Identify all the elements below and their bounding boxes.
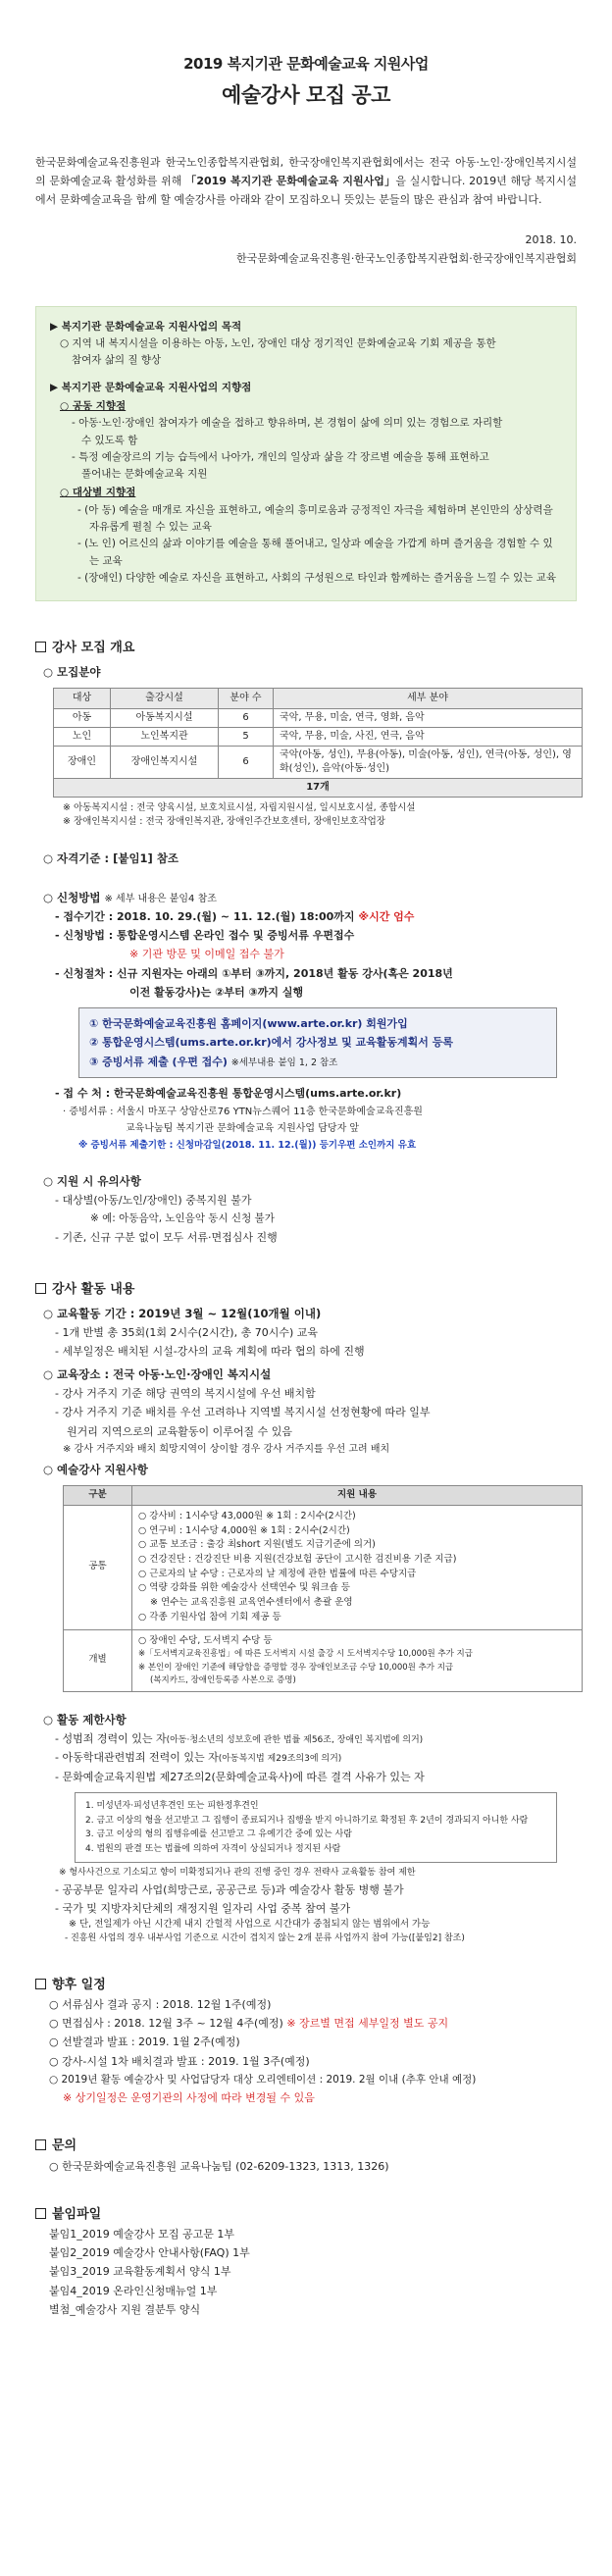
- checkbox-square-icon: [35, 642, 46, 652]
- caution-heading: ○ 지원 시 유의사항: [43, 1174, 141, 1189]
- qualification-line: ○ 자격기준 : [붙임1] 참조: [43, 851, 179, 866]
- aim-line: - (장애인) 다양한 예술로 자신을 표현하고, 사회의 구성원으로 타인과 함께하는 즐거움을 느낄 수 있는 교육: [77, 572, 557, 585]
- attachment-item: 붙임1_2019 예술강사 모집 공고문 1부: [49, 2227, 234, 2241]
- section-heading: 강사 모집 개요: [35, 639, 577, 658]
- doc-supertitle: 2019 복지기관 문화예술교육 지원사업: [183, 55, 429, 73]
- table-row: 노인 노인복지관 5 국악, 무용, 미술, 사진, 연극, 음악: [54, 727, 583, 746]
- attachment-item: 붙임4_2019 온라인신청매뉴얼 1부: [49, 2284, 218, 2297]
- purpose-line: ○ 지역 내 복지시설을 이용하는 아동, 노인, 장애인 대상 정기적인 문화예술교육 기회 제공을 통한: [60, 336, 496, 349]
- aim-heading: ▶ 복지기관 문화예술교육 지원사업의 지향점: [50, 381, 252, 393]
- support-table: [63, 1485, 583, 1692]
- period-line: - 세부일정은 배치된 시설-강사의 교육 계획에 따라 협의 하에 진행: [55, 1345, 365, 1359]
- place-note: ※ 강사 거주지와 배치 희망지역이 상이할 경우 강사 거주지를 우선 고려 배치: [63, 1443, 390, 1455]
- section-heading: 강사 활동 내용: [35, 1280, 577, 1300]
- table-header: 세부 분야: [274, 689, 583, 709]
- schedule-item: ○ 면접심사 : 2018. 12월 3주 ~ 12월 4주(예정) ※ 장르별 면접 세부일정 별도 공지: [49, 2017, 449, 2031]
- purpose-box: [35, 306, 577, 602]
- table-header: 출강시설: [111, 689, 219, 709]
- caution-line: - 기존, 신규 구분 없이 모두 서류·면접심사 진행: [55, 1230, 278, 1244]
- table-header: 대상: [54, 689, 111, 709]
- intro-paragraph: [35, 153, 577, 210]
- checkbox-square-icon: [35, 2208, 46, 2219]
- table-row: 장애인 장애인복지시설 6 국악(아동, 성인), 무용(아동), 미술(아동, 성인), 연극(아동, 성인), 영화(성인), 음악(아동·성인): [54, 746, 583, 778]
- aim-line: - (노 인) 어르신의 삶과 이야기를 예술을 통해 풀어내고, 일상과 예술을 가깝게 하며 즐거움을 경험할 수 있는 교육: [77, 538, 553, 567]
- recv-line: - 접 수 처 : 한국문화예술교육진흥원 통합운영시스템(ums.arte.or.kr): [55, 1087, 402, 1101]
- support-heading: ○ 예술강사 지원사항: [43, 1463, 148, 1477]
- restrict-line: - 공공부문 일자리 사업(희망근로, 공공근로 등)과 예술강사 활동 병행 불가: [55, 1882, 404, 1896]
- intro-program-name: 「2019 복지기관 문화예술교육 지원사업」: [185, 175, 396, 188]
- attachment-item: 붙임2_2019 예술강사 안내사항(FAQ) 1부: [49, 2246, 250, 2260]
- aim-line: - (아 동) 예술을 매개로 자신을 표현하고, 예술의 흥미로움과 긍정적인 자극을 체험하며 본인만의 상상력을 자유롭게 펼칠 수 있는 교육: [77, 503, 553, 534]
- aim-line: - 특정 예술장르의 기능 습득에서 나아가, 개인의 일상과 삶을 각 장르별 예술을 통해 표현하고: [72, 450, 489, 463]
- table-header: 지원 내용: [132, 1486, 583, 1506]
- apply-method: - 신청방법 : 통합운영시스템 온라인 접수 및 증빙서류 우편접수: [55, 929, 355, 943]
- table-note: ※ 아동복지시설 : 전국 양육시설, 보호치료시설, 자립지원시설, 일시보호시설, 종합시설: [63, 801, 416, 813]
- attachment-item: 붙임3_2019 교육활동계획서 양식 1부: [49, 2265, 231, 2279]
- place-line: 원거리 지역으로의 교육활동이 이루어질 수 있음: [67, 1424, 293, 1438]
- restrict-note: ※ 단, 전일제가 아닌 시간제 내지 간헐적 사업으로 시간대가 중첩되지 않는 범위에서 가능: [69, 1919, 431, 1930]
- recruit-field-table: [53, 688, 583, 798]
- section-heading: 향후 일정: [35, 1976, 577, 1995]
- schedule-item: ○ 강사-시설 1차 배치결과 발표 : 2019. 1월 3주(예정): [49, 2054, 310, 2068]
- purpose-heading: ▶ 복지기관 문화예술교육 지원사업의 목적: [50, 320, 242, 333]
- period-heading: ○ 교육활동 기간 : 2019년 3월 ~ 12월(10개월 이내): [43, 1306, 322, 1320]
- aim-target-heading: ○ 대상별 지향점: [60, 487, 136, 499]
- caution-note: ※ 예: 아동음악, 노인음악 동시 신청 불가: [90, 1212, 275, 1225]
- apply-method-note: ※ 기관 방문 및 이메일 접수 불가: [129, 948, 284, 961]
- schedule-item: ○ 서류심사 결과 공지 : 2018. 12월 1주(예정): [49, 1997, 272, 2011]
- announcing-orgs: 한국문화예술교육진흥원·한국노인종합복지관협회·한국장애인복지관협회: [235, 251, 577, 265]
- aim-line: 풀어내는 문화예술교육 지원: [81, 468, 208, 481]
- aim-line: - 아동·노인·장애인 참여자가 예술을 접하고 향유하며, 본 경험이 삶에 의미 있는 경험으로 자리할: [72, 417, 503, 430]
- contact-line: ○ 한국문화예술교육진흥원 교육나눔팀 (02-6209-1323, 1313, 1326): [49, 2159, 389, 2173]
- doc-title: 예술강사 모집 공고: [222, 83, 390, 108]
- procedure-steps-box: [78, 1007, 557, 1078]
- restrict-line: - 문화예술교육지원법 제27조의2(문화예술교육사)에 따른 결격 사유가 있는 자: [55, 1771, 425, 1784]
- table-row: 공통 ○ 강사비 : 1시수당 43,000원 ※ 1회 : 2시수(2시간) ○ 연구비 : 1시수당 4,000원 ※ 1회 : 2시수(2시간) ○ 교통 보조금 : 출강 최short 지원(별도 지급기준에 의거) ○ 건강진단 : 건강진단 비용 지원(건강보험 공단이 고시한 검진비용 기준 지급) ○ 근로자의 날 수당 : 근로자의 날 제정에 관한 법률에 따른 수당지급 ○ 역량 강화를 위한 예술강사 선택연수 및 워크숍 등 ※ 연수는 교육진흥원 교육연수센터에서 총괄 운영 ○ 각종 기원사업 참여 기회 제공 등: [64, 1505, 583, 1629]
- checkbox-square-icon: [35, 1283, 46, 1294]
- table-total-row: 17개: [54, 778, 583, 797]
- restrict-heading: ○ 활동 제한사항: [43, 1712, 127, 1726]
- schedule-note: ※ 상기일정은 운영기관의 사정에 따라 변경될 수 있음: [63, 2091, 315, 2105]
- apply-procedure: - 신청절차 : 신규 지원자는 아래의 ①부터 ③까지, 2018년 활동 강사(혹은 2018년: [55, 966, 453, 980]
- section-heading: 문의: [35, 2137, 577, 2156]
- restrict-line: - 성범죄 경력이 있는 자(아동·청소년의 성보호에 관한 법률 제56조, 장애인 복지법에 의거): [55, 1731, 424, 1745]
- procedure-step: ① 한국문화예술교육진흥원 홈페이지(www.arte.or.kr) 회원가입: [89, 1017, 408, 1031]
- intro-text-c: 을 실시합니다. 2019년 해당 복지시설에서 문화예술교육을 함께 할 예술강사를 아래와 같이 모집하오니 뜻있는 분들의 많은 관심과 참여 바랍니다.: [35, 175, 578, 207]
- restrict-line: - 국가 및 지방자치단체의 재정지원 일자리 사업 중복 참여 불가: [55, 1901, 351, 1915]
- procedure-step: ② 통합운영시스템(ums.arte.or.kr)에서 강사정보 및 교육활동계획서 등록: [89, 1036, 454, 1050]
- disqualification-box: 1. 미성년자·피성년후견인 또는 피한정후견인 2. 금고 이상의 형을 선고받고 그 집행이 종료되거나 집행을 받지 아니하기로 확정된 후 2년이 경과되지 아니한 사람 3. 금고 이상의 형의 집행유예를 선고받고 그 유예기간 중에 있는 사람 4. 법원의 판결 또는 법률에 의하여 자격이 상실되거나 정지된 사람: [75, 1792, 557, 1863]
- table-note: ※ 장애인복지시설 : 전국 장애인복지관, 장애인주간보호센터, 장애인보호작업장: [63, 816, 385, 828]
- mail-address: 교육나눔팀 복지기관 문화예술교육 지원사업 담당자 앞: [126, 1123, 360, 1135]
- restrict-note: ※ 형사사건으로 기소되고 향이 미확정되거나 관의 진행 중인 경우 전략사 교육활동 참여 제한: [59, 1868, 416, 1878]
- place-heading: ○ 교육장소 : 전국 아동·노인·장애인 복지시설: [43, 1367, 272, 1382]
- schedule-item: ○ 선발결과 발표 : 2019. 1월 2주(예정): [49, 2035, 240, 2049]
- table-header: 분야 수: [219, 689, 274, 709]
- apply-procedure: 이전 활동강사)는 ②부터 ③까지 실행: [129, 985, 304, 999]
- aim-line: 수 있도록 함: [81, 434, 138, 446]
- announcement-date: 2018. 10.: [525, 232, 577, 246]
- checkbox-square-icon: [35, 2139, 46, 2150]
- checkbox-square-icon: [35, 1979, 46, 1989]
- restrict-line: - 아동학대관련범죄 전력이 있는 자(아동복지법 제29조의3에 의거): [55, 1751, 342, 1765]
- period-line: - 1개 반별 총 35회(1회 2시수(2시간), 총 70시수) 교육: [55, 1325, 318, 1339]
- restrict-note: - 진흥원 사업의 경우 내부사업 기준으로 시간이 겹치지 않는 2개 분류 사업까지 참여 가능([붙임2] 참조): [65, 1932, 465, 1943]
- place-line: - 강사 거주지 기준 배치를 우선 고려하나 지역별 복지시설 선정현황에 따라 일부: [55, 1406, 431, 1419]
- intro-text-a: 한국문화예술교육진흥원과 한국노인종합복지관협회, 한국장애인복지관협회에서는 전국 아동·노인·장애인복지시설의 문화예술교육 활성화를 위해: [35, 155, 577, 188]
- schedule-item: ○ 2019년 활동 예술강사 및 사업담당자 대상 오리엔테이션 : 2019. 2월 이내 (추후 안내 예정): [49, 2073, 477, 2086]
- section-heading: 붙임파일: [35, 2205, 577, 2225]
- mail-address: · 증빙서류 : 서울시 마포구 상암산로76 YTN뉴스퀘어 11층 한국문화예술교육진흥원: [63, 1106, 423, 1117]
- table-header: 구분: [64, 1486, 132, 1506]
- apply-period: - 접수기간 : 2018. 10. 29.(월) ~ 11. 12.(월) 18:00까지 ※시간 엄수: [55, 909, 415, 923]
- mail-deadline-note: ※ 증빙서류 제출기한 : 신청마감일(2018. 11. 12.(월)) 등기우편 소인까지 유효: [78, 1139, 417, 1151]
- procedure-step: ③ 증빙서류 제출 (우편 접수) ※세부내용 붙임 1, 2 참조: [89, 1055, 338, 1068]
- attachment-item: 별첨_예술강사 지원 결분투 양식: [49, 2302, 201, 2316]
- apply-heading: ○ 신청방법 ※ 세부 내용은 붙임4 참조: [43, 891, 217, 905]
- subsection-heading: ○ 모집분야: [43, 665, 101, 680]
- purpose-line: 참여자 삶의 질 향상: [72, 354, 162, 367]
- aim-common-heading: ○ 공동 지향점: [60, 399, 127, 412]
- caution-line: - 대상별(아동/노인/장애인) 중복지원 불가: [55, 1193, 252, 1207]
- table-row: 개별 ○ 장애인 수당, 도서벽지 수당 등 ※「도서벽지교육진흥법」에 따른 도서벽지 시설 출강 시 도서벽지수당 10,000원 추가 지급 ※ 본인이 장애인 기준에 해당함을 증명할 경우 장애인보조금 수당 10,000원 추가 지급 (복지카드, 장애인등록증 사본으로 증명): [64, 1629, 583, 1691]
- table-row: 아동 아동복지시설 6 국악, 무용, 미술, 연극, 영화, 음악: [54, 708, 583, 727]
- place-line: - 강사 거주지 기준 해당 권역의 복지시설에 우선 배치함: [55, 1387, 316, 1401]
